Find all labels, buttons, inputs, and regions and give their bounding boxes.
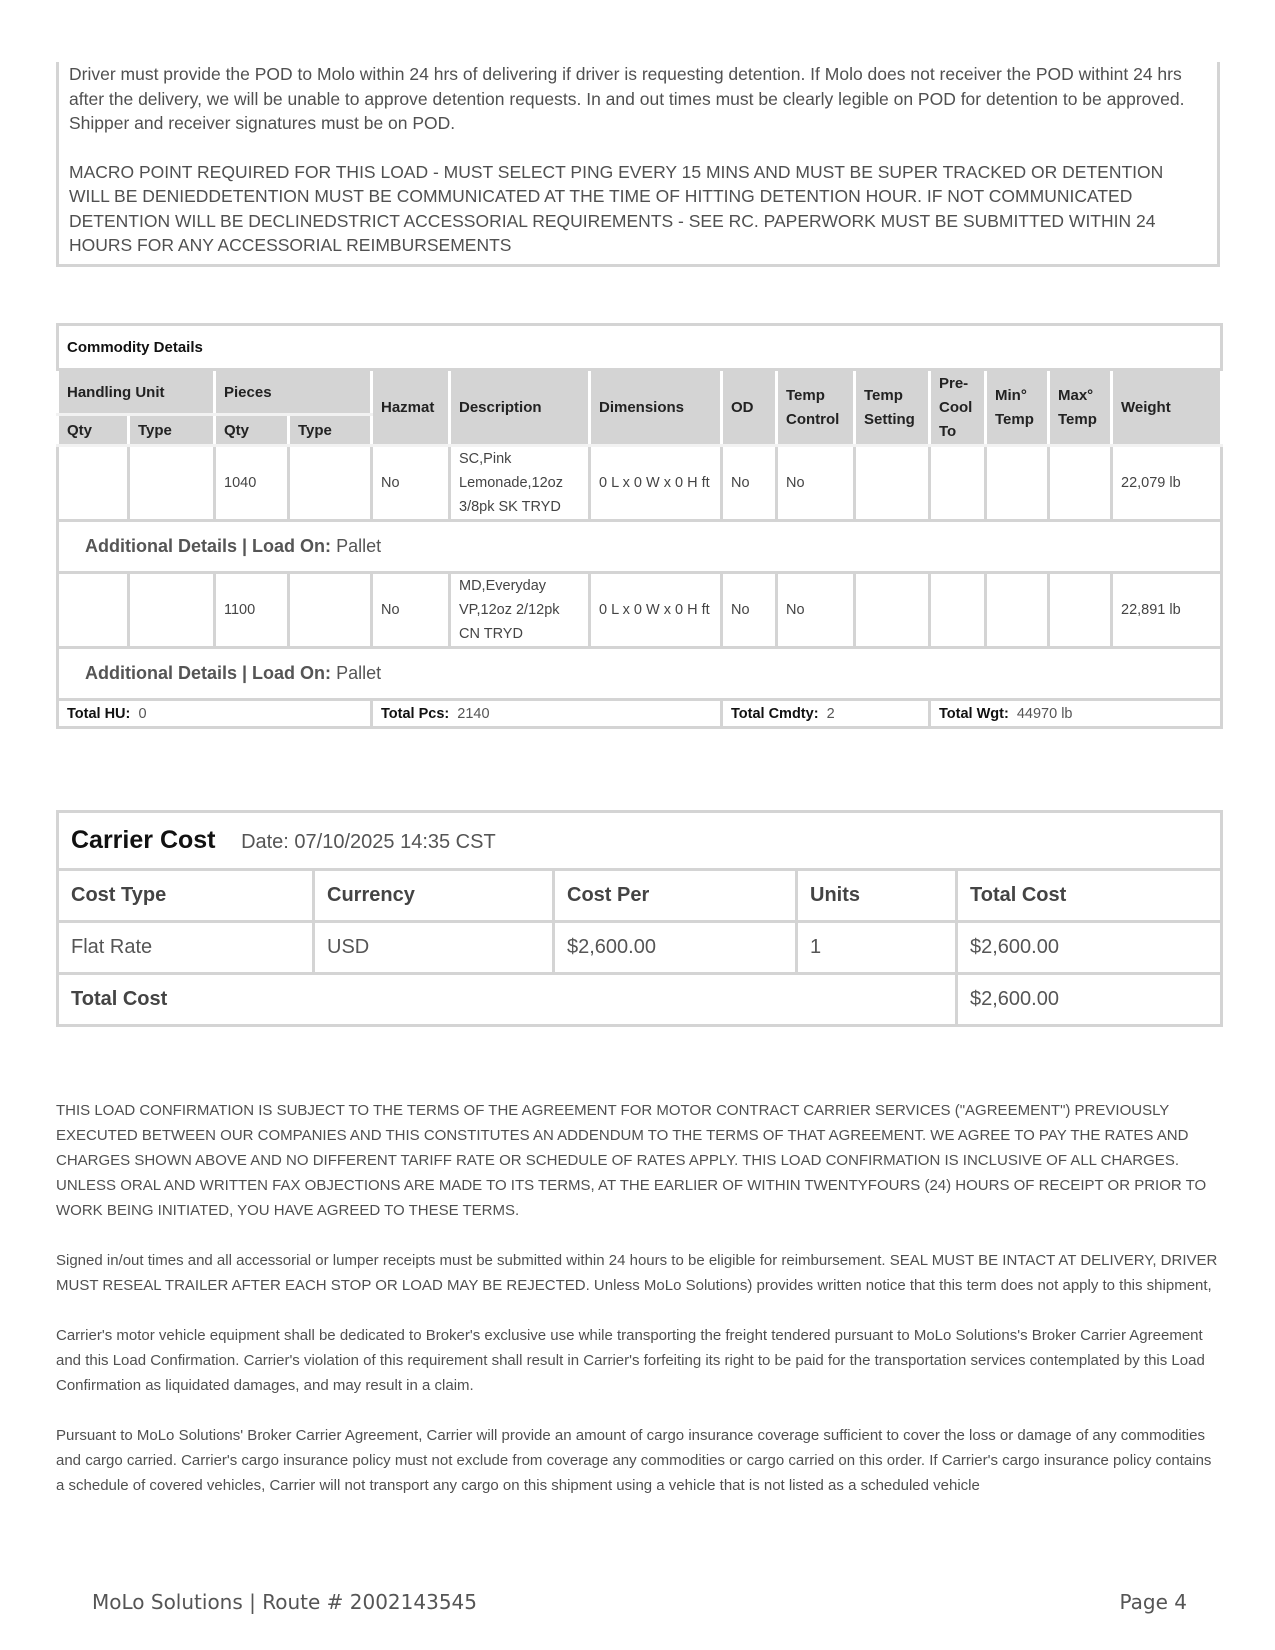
carrier-cost-title: Carrier Cost: [71, 826, 216, 854]
additional-details-value: Pallet: [336, 663, 382, 683]
load-notes: [56, 62, 1220, 267]
hdr-pre-cool-to: Pre-Cool To: [930, 370, 986, 446]
cost-hdr-total-cost: Total Cost: [957, 870, 1222, 922]
cell-hazmat: No: [372, 573, 450, 648]
hdr-temp-setting: Temp Setting: [855, 370, 930, 446]
hdr-dimensions: Dimensions: [590, 370, 722, 446]
terms-paragraph: Carrier's motor vehicle equipment shall be dedicated to Broker's exclusive use while transporting the freight tendered pursuant to MoLo Solutions's Broker Carrier Agreement and this Load Confirmation. Carrier's violation of this requirement shall result in Carrier's forfeiting its right to be paid for the transportation services contemplated by this Load Confirmation as liquidated damages, and may result in a claim.: [56, 1327, 1205, 1394]
cell-temp-setting: [855, 446, 930, 521]
cost-row: [58, 922, 1222, 974]
total-cmdty-value: 2: [826, 705, 835, 722]
commodity-row: [58, 446, 1222, 521]
cell-od: No: [722, 573, 777, 648]
total-hu-value: 0: [138, 705, 147, 722]
cost-cell-units: 1: [797, 922, 957, 974]
cell-od: No: [722, 446, 777, 521]
hdr-handling-unit: Handling Unit: [58, 370, 215, 415]
notes-paragraph-2: MACRO POINT REQUIRED FOR THIS LOAD - MUST SELECT PING EVERY 15 MINS AND MUST BE SUPER TRACKED OR DETENTION WILL BE DENIEDDETENTION MUST BE COMMUNICATED AT THE TIME OF HITTING DETENTION HOUR. IF NOT COMMUNICATED DETENTION WILL BE DECLINEDSTRICT ACCESSORIAL REQUIREMENTS - SEE RC. PAPERWORK MUST BE SUBMITTED WITHIN 24 HOURS FOR ANY ACCESSORIAL REIMBURSEMENTS: [69, 161, 1164, 255]
commodity-table: [56, 323, 1223, 729]
cell-pre-cool-to: [930, 446, 986, 521]
cell-weight: 22,079 lb: [1112, 446, 1222, 521]
cell-max-temp: [1049, 446, 1112, 521]
total-cmdty: [722, 700, 930, 728]
cost-total-label: Total Cost: [58, 974, 957, 1026]
hdr-hu-type: Type: [129, 415, 215, 446]
cell-description: SC,Pink Lemonade,12oz 3/8pk SK TRYD: [450, 446, 590, 521]
additional-details-row: [58, 648, 1222, 700]
cell-dimensions: 0 L x 0 W x 0 H ft: [590, 573, 722, 648]
total-hu: [58, 700, 372, 728]
cell-hu-type: [129, 446, 215, 521]
cell-pcs-type: [289, 446, 372, 521]
hdr-min-temp: Min° Temp: [986, 370, 1049, 446]
hdr-pcs-type: Type: [289, 415, 372, 446]
terms-paragraph: Pursuant to MoLo Solutions' Broker Carrier Agreement, Carrier will provide an amount of cargo insurance coverage sufficient to cover the loss or damage of any commodities and cargo carried. Carrier's cargo insurance policy must not exclude from coverage any commodities or cargo carried on this order. If Carrier's cargo insurance policy contains a schedule of covered vehicles, Carrier will not transport any cargo on this shipment using a vehicle that is not listed as a scheduled vehicle: [56, 1427, 1212, 1494]
footer-route: MoLo Solutions | Route # 2002143545: [92, 1590, 477, 1614]
total-hu-label: Total HU:: [67, 705, 131, 722]
total-pcs: [372, 700, 722, 728]
additional-details-label: Additional Details | Load On:: [85, 536, 332, 556]
cost-total-value: $2,600.00: [957, 974, 1222, 1026]
cell-weight: 22,891 lb: [1112, 573, 1222, 648]
cost-hdr-cost-type: Cost Type: [58, 870, 314, 922]
terms-paragraph: THIS LOAD CONFIRMATION IS SUBJECT TO THE TERMS OF THE AGREEMENT FOR MOTOR CONTRACT CARRIER SERVICES ("AGREEMENT") PREVIOUSLY EXECUTED BETWEEN OUR COMPANIES AND THIS CONSTITUTES AN ADDENDUM TO THE TERMS OF THAT AGREEMENT. WE AGREE TO PAY THE RATES AND CHARGES SHOWN ABOVE AND NO DIFFERENT TARIFF RATE OR SCHEDULE OF RATES APPLY. THIS LOAD CONFIRMATION IS INCLUSIVE OF ALL CHARGES. UNLESS ORAL AND WRITTEN FAX OBJECTIONS ARE MADE TO ITS TERMS, AT THE EARLIER OF WITHIN TWENTYFOURS (24) HOURS OF RECEIPT OR PRIOR TO WORK BEING INITIATED, YOU HAVE AGREED TO THESE TERMS.: [56, 1102, 1207, 1219]
additional-details-row: [58, 521, 1222, 573]
cell-pcs-qty: 1100: [215, 573, 289, 648]
cell-min-temp: [986, 446, 1049, 521]
cost-total-row: [58, 974, 1222, 1026]
terms-paragraph: Signed in/out times and all accessorial or lumper receipts must be submitted within 24 hours to be eligible for reimbursement. SEAL MUST BE INTACT AT DELIVERY, DRIVER MUST RESEAL TRAILER AFTER EACH STOP OR LOAD MAY BE REJECTED. Unless MoLo Solutions) provides written notice that this term does not apply to this shipment,: [56, 1252, 1218, 1294]
total-wgt-label: Total Wgt:: [939, 705, 1009, 722]
cost-hdr-currency: Currency: [314, 870, 554, 922]
notes-paragraph-1: Driver must provide the POD to Molo within 24 hrs of delivering if driver is requesting detention. If Molo does not receiver the POD withint 24 hrs after the delivery, we will be unable to approve detention requests. In and out times must be clearly legible on POD for detention to be approved. Shipper and receiver signatures must be on POD.: [69, 64, 1185, 133]
additional-details-label: Additional Details | Load On:: [85, 663, 332, 683]
cost-cell-currency: USD: [314, 922, 554, 974]
cell-max-temp: [1049, 573, 1112, 648]
carrier-cost-date: Date: 07/10/2025 14:35 CST: [241, 831, 496, 853]
hdr-max-temp: Max° Temp: [1049, 370, 1112, 446]
cell-hu-qty: [58, 446, 129, 521]
cell-pre-cool-to: [930, 573, 986, 648]
footer-page-number: Page 4: [1119, 1590, 1187, 1614]
hdr-weight: Weight: [1112, 370, 1222, 446]
cell-description: MD,Everyday VP,12oz 2/12pk CN TRYD: [450, 573, 590, 648]
cell-temp-control: No: [777, 446, 855, 521]
cell-hu-qty: [58, 573, 129, 648]
total-wgt: [930, 700, 1222, 728]
total-cmdty-label: Total Cmdty:: [731, 705, 819, 722]
hdr-hazmat: Hazmat: [372, 370, 450, 446]
hdr-description: Description: [450, 370, 590, 446]
cost-cell-cost-per: $2,600.00: [554, 922, 797, 974]
additional-details-value: Pallet: [336, 536, 382, 556]
cell-hu-type: [129, 573, 215, 648]
cost-hdr-units: Units: [797, 870, 957, 922]
commodity-row: [58, 573, 1222, 648]
cell-pcs-type: [289, 573, 372, 648]
cell-dimensions: 0 L x 0 W x 0 H ft: [590, 446, 722, 521]
hdr-temp-control: Temp Control: [777, 370, 855, 446]
total-pcs-label: Total Pcs:: [381, 705, 450, 722]
cell-temp-control: No: [777, 573, 855, 648]
hdr-od: OD: [722, 370, 777, 446]
commodity-totals-row: [58, 700, 1222, 728]
cost-cell-total: $2,600.00: [957, 922, 1222, 974]
cell-temp-setting: [855, 573, 930, 648]
carrier-cost-table: [56, 810, 1223, 1027]
cell-pcs-qty: 1040: [215, 446, 289, 521]
cell-hazmat: No: [372, 446, 450, 521]
cell-min-temp: [986, 573, 1049, 648]
commodity-title: Commodity Details: [58, 325, 1222, 370]
terms-section: [56, 1098, 1220, 1523]
total-pcs-value: 2140: [457, 705, 490, 722]
cost-cell-type: Flat Rate: [58, 922, 314, 974]
hdr-pcs-qty: Qty: [215, 415, 289, 446]
hdr-pieces: Pieces: [215, 370, 372, 415]
hdr-hu-qty: Qty: [58, 415, 129, 446]
cost-hdr-cost-per: Cost Per: [554, 870, 797, 922]
total-wgt-value: 44970 lb: [1016, 705, 1073, 722]
